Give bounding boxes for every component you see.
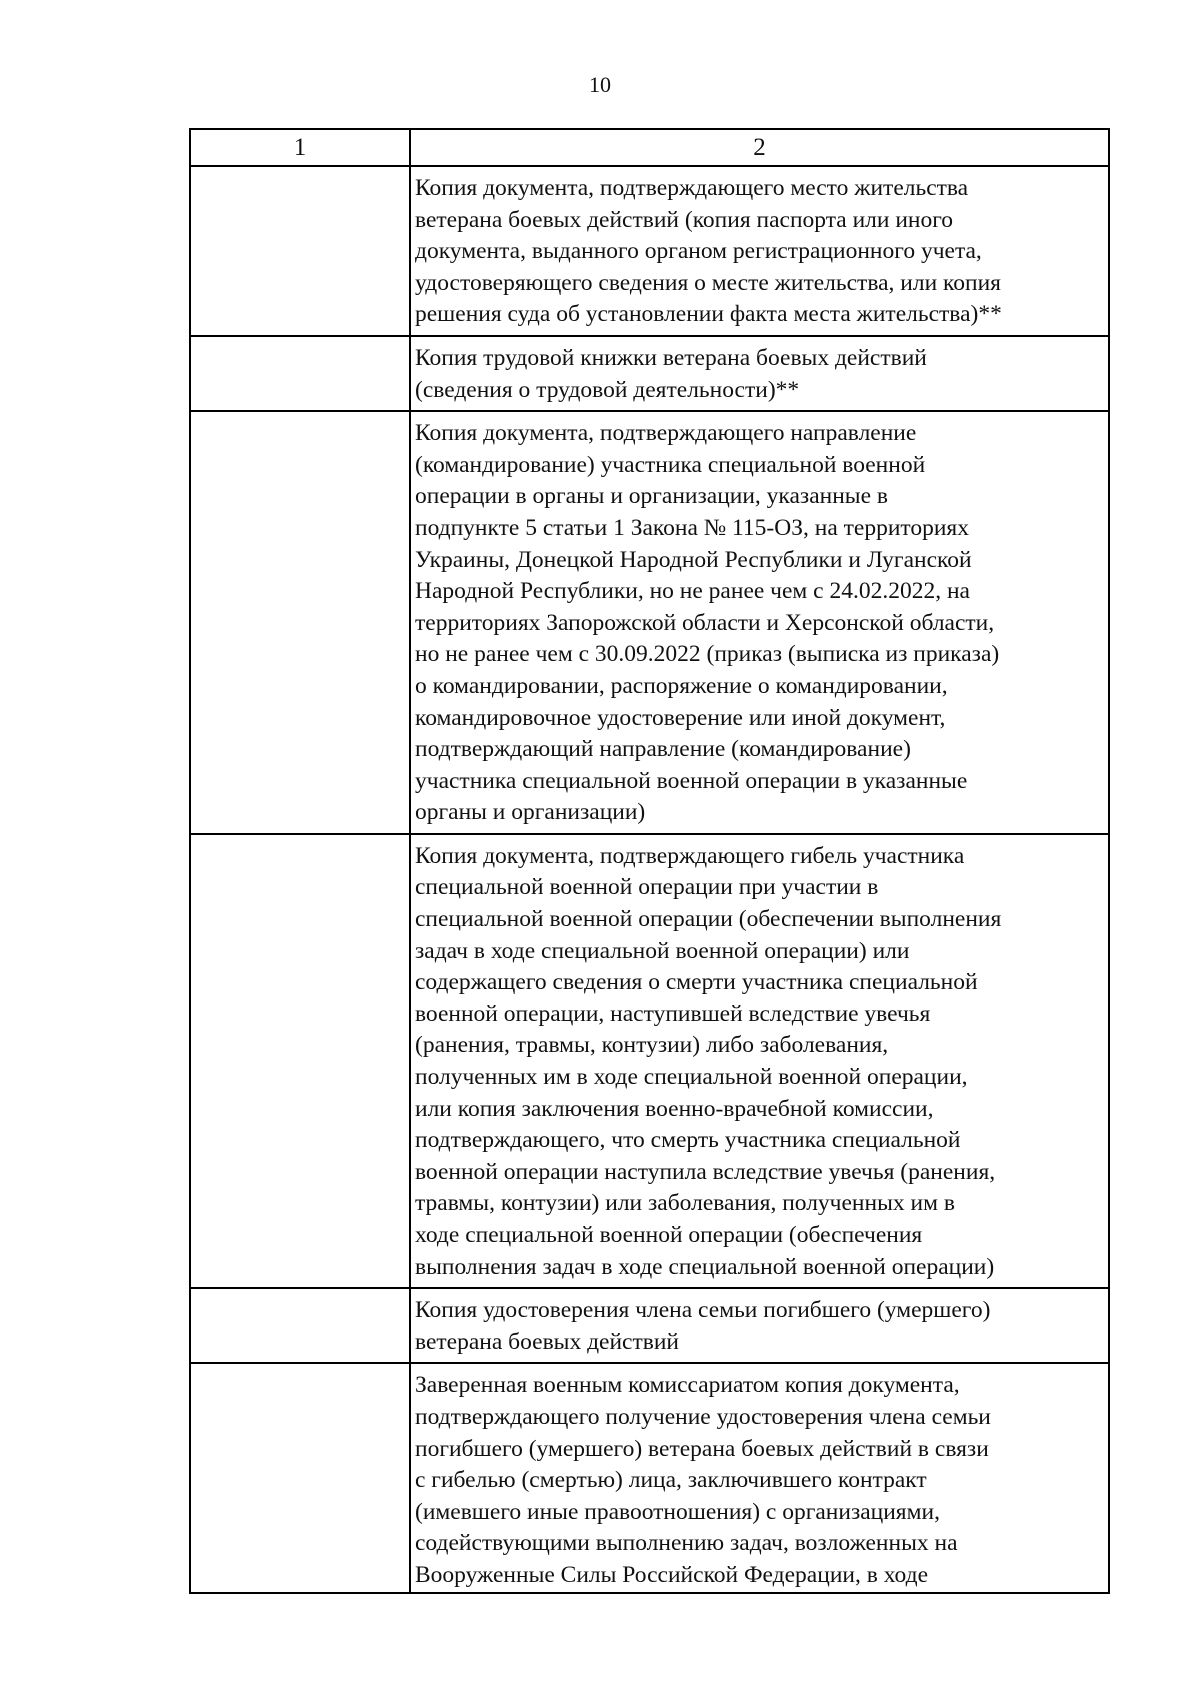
row-1-col-2 xyxy=(410,166,1109,336)
page-number: 10 xyxy=(589,72,611,97)
table-row xyxy=(190,336,1109,411)
row-3-col-2 xyxy=(410,411,1109,834)
row-4-col-2 xyxy=(410,834,1109,1288)
header-col-1: 1 xyxy=(190,129,410,166)
row-5-col-1 xyxy=(190,1288,410,1363)
row-2-text: Копия трудовой книжки ветерана боевых действий (сведения о трудовой деятельности)** xyxy=(415,344,927,403)
document-table xyxy=(189,128,1110,1594)
row-6-col-1 xyxy=(190,1363,410,1592)
row-3-text: Копия документа, подтверждающего направление (командирование) участника специальной военной операции в органы и организации, указанные в подпункте 5 статьи 1 Закона № 115-ОЗ, на территориях Украины, Донецкой Народной Республики и Луганской Народной Республики, но не ранее чем с 24.02.2022, на территориях Запорожской области и Херсонской области, но не ранее чем с 30.09.2022 (приказ (выписка из приказа) о командировании, распоряжение о командировании, командировочное удостоверение или иной документ, подтверждающий направление (командирование) участника специальной военной операции в указанные органы и организации) xyxy=(415,420,1000,826)
row-6-col-2 xyxy=(410,1363,1109,1592)
table-header-row xyxy=(190,129,1109,166)
table-row xyxy=(190,166,1109,336)
row-6-text: Заверенная военным комиссариатом копия документа, подтверждающего получение удостоверения члена семьи погибшего (умершего) ветерана боевых действий в связи с гибелью (смертью) лица, заключившего контракт (имевшего иные правоотношения) с организациями, содействующими выполнению задач, возложенных на Вооруженные Силы Российской Федерации, в ходе xyxy=(415,1372,991,1588)
row-4-col-1 xyxy=(190,834,410,1288)
table-row xyxy=(190,834,1109,1288)
row-3-col-1 xyxy=(190,411,410,834)
row-1-col-1 xyxy=(190,166,410,336)
row-2-col-1 xyxy=(190,336,410,411)
row-5-text: Копия удостоверения члена семьи погибшего (умершего) ветерана боевых действий xyxy=(415,1297,991,1355)
table-row xyxy=(190,1288,1109,1363)
row-2-col-2 xyxy=(410,336,1109,411)
table-row xyxy=(190,411,1109,834)
table-row xyxy=(190,1363,1109,1592)
row-4-text: Копия документа, подтверждающего гибель участника специальной военной операции при участии в специальной военной операции (обеспечении выполнения задач в ходе специальной военной операции) или содержащего сведения о смерти участника специальной военной операции, наступившей вследствие увечья (ранения, травмы, контузии) либо заболевания, полученных им в ходе специальной военной операции, или копия заключения военно-врачебной комиссии, подтверждающего, что смерть участника специальной военной операции наступила вследствие увечья (ранения, травмы, контузии) или заболевания, полученных им в ходе специальной военной операции (обеспечения выполнения задач в ходе специальной военной операции) xyxy=(415,842,1002,1280)
row-5-col-2 xyxy=(410,1288,1109,1363)
header-col-2: 2 xyxy=(410,129,1109,166)
row-1-text: Копия документа, подтверждающего место жительства ветерана боевых действий (копия паспорта или иного документа, выданного органом регистрационного учета, удостоверяющего сведения о месте жительства, или копия решения суда об установлении факта места жительства)** xyxy=(415,175,1002,328)
